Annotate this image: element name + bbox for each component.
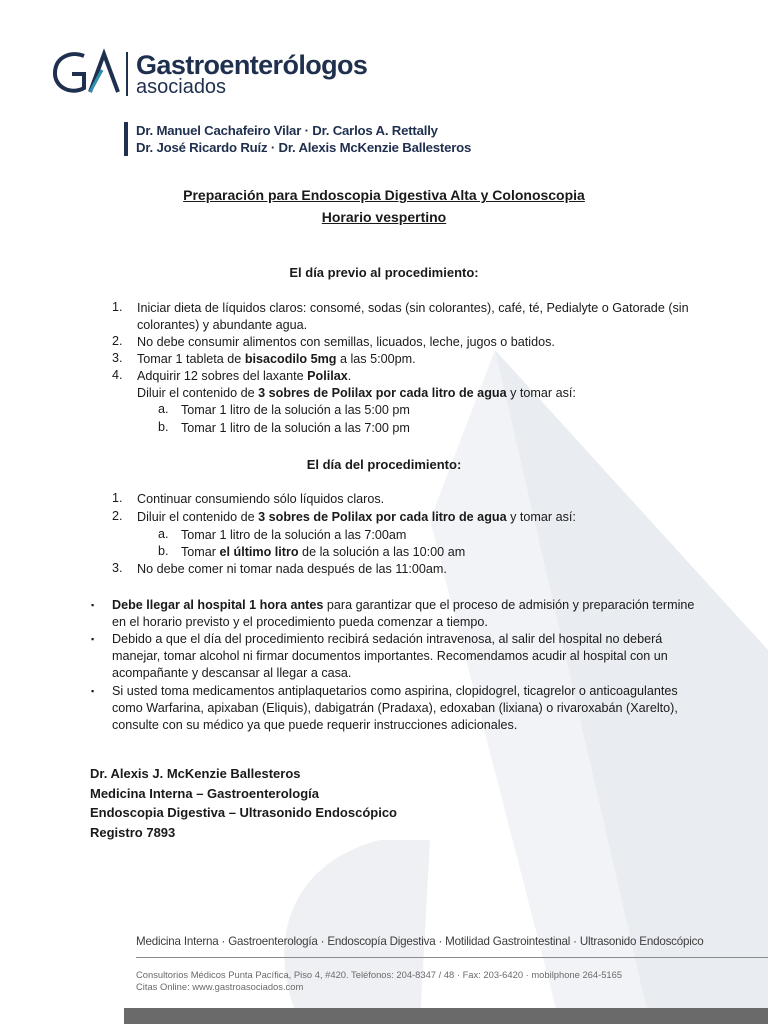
note-text: manejar, tomar alcohol ni firmar documentos importantes. Recomendamos acudir al hospital con un bbox=[112, 649, 668, 663]
document-title: Preparación para Endoscopia Digestiva Alta y Colonoscopia bbox=[183, 187, 585, 203]
list-number: 2. bbox=[112, 509, 123, 523]
footer-contact bbox=[136, 969, 622, 993]
section-heading-previo: El día previo al procedimiento: bbox=[289, 265, 479, 280]
document-subtitle: Horario vespertino bbox=[321, 209, 447, 225]
doctors-list bbox=[136, 123, 471, 156]
footer-divider bbox=[136, 957, 768, 958]
note-text: Debe llegar al hospital 1 hora antes para garantizar que el proceso de admisión y preparación termine bbox=[112, 598, 695, 612]
note-text: en el horario previsto y el procedimiento pueda comenzar a tiempo. bbox=[112, 615, 488, 629]
list-number: 1. bbox=[112, 300, 123, 314]
logo-ga-icon bbox=[50, 48, 122, 96]
sublist-item-text: Tomar 1 litro de la solución a las 7:00am bbox=[181, 528, 407, 542]
note-text: acompañante y descansar al llegar a casa. bbox=[112, 666, 352, 680]
list-item-text: Diluir el contenido de 3 sobres de Polilax por cada litro de agua y tomar así: bbox=[137, 510, 576, 524]
sublist-item-text: Tomar el último litro de la solución a las 10:00 am bbox=[181, 545, 466, 559]
bullet-icon: ▪ bbox=[91, 600, 95, 610]
note-text: consulte con su médico ya que puede requerir instrucciones adicionales. bbox=[112, 718, 518, 732]
list-number: 4. bbox=[112, 368, 123, 382]
sublist-item-text: Tomar 1 litro de la solución a las 5:00 pm bbox=[181, 403, 410, 417]
signature-specialty: Medicina Interna – Gastroenterología bbox=[90, 785, 319, 801]
sublist-letter: b. bbox=[158, 544, 169, 558]
list-item-text: No debe comer ni tomar nada después de las 11:00am. bbox=[137, 562, 447, 576]
signature-registry: Registro 7893 bbox=[90, 824, 176, 840]
signature-name: Dr. Alexis J. McKenzie Ballesteros bbox=[90, 766, 301, 781]
bullet-icon: ▪ bbox=[91, 686, 95, 696]
note-text: Debido a que el día del procedimiento recibirá sedación intravenosa, al salir del hospital no deberá bbox=[112, 632, 663, 646]
list-item-text: Tomar 1 tableta de bisacodilo 5mg a las 5:00pm. bbox=[137, 352, 416, 366]
list-number: 1. bbox=[112, 491, 123, 505]
brand-name: Gastroenterólogos bbox=[136, 50, 368, 80]
bullet-icon: ▪ bbox=[91, 634, 95, 644]
sublist-letter: b. bbox=[158, 420, 169, 434]
footer-web: Citas Online: www.gastroasociados.com bbox=[136, 981, 304, 992]
list-item-text: colorantes) y abundante agua. bbox=[137, 318, 308, 332]
signature-block bbox=[90, 764, 397, 842]
section-heading-dia: El día del procedimiento: bbox=[306, 457, 462, 472]
list-item-text: No debe consumir alimentos con semillas, licuados, leche, jugos o batidos. bbox=[137, 335, 555, 349]
logo-divider bbox=[126, 52, 128, 96]
sublist-item-text: Tomar 1 litro de la solución a las 7:00 pm bbox=[181, 421, 410, 435]
brand-subtitle: asociados bbox=[136, 76, 227, 98]
note-text: como Warfarina, apixaban (Eliquis), dabigatrán (Pradaxa), edoxaban (lixiana) o rivaroxabán (Xarelto), bbox=[112, 701, 678, 715]
note-text: Si usted toma medicamentos antiplaquetarios como aspirina, clopidogrel, ticagrelor o anticoagulantes bbox=[112, 684, 678, 698]
sublist-letter: a. bbox=[158, 402, 169, 416]
doctors-line-1: Dr. Manuel Cachafeiro Vilar · Dr. Carlos A. Rettally bbox=[136, 123, 438, 138]
list-item-text: Diluir el contenido de 3 sobres de Polilax por cada litro de agua y tomar así: bbox=[137, 386, 576, 400]
list-number: 3. bbox=[112, 351, 123, 365]
list-item-text: Adquirir 12 sobres del laxante Polilax. bbox=[137, 369, 352, 383]
footer-address: Consultorios Médicos Punta Pacífica, Piso 4, #420. Teléfonos: 204-8347 / 48 · Fax: 203-6420 · mobilphone 264-5165 bbox=[136, 969, 623, 980]
doctors-accent-bar bbox=[124, 122, 128, 156]
list-item-text: Continuar consumiendo sólo líquidos claros. bbox=[137, 492, 385, 506]
footer-services: Medicina Interna · Gastroenterología · Endoscopía Digestiva · Motilidad Gastrointestinal · Ultrasonido Endoscópico bbox=[136, 935, 704, 948]
list-number: 2. bbox=[112, 334, 123, 348]
footer-band bbox=[124, 1008, 768, 1024]
list-item-text: Iniciar dieta de líquidos claros: consomé, sodas (sin colorantes), café, té, Pedialyte o Gatorade (sin bbox=[137, 301, 689, 315]
list-number: 3. bbox=[112, 561, 123, 575]
doctors-line-2: Dr. José Ricardo Ruíz · Dr. Alexis McKenzie Ballesteros bbox=[136, 139, 472, 155]
signature-subspecialty: Endoscopia Digestiva – Ultrasonido Endoscópico bbox=[90, 805, 397, 820]
sublist-letter: a. bbox=[158, 527, 169, 541]
